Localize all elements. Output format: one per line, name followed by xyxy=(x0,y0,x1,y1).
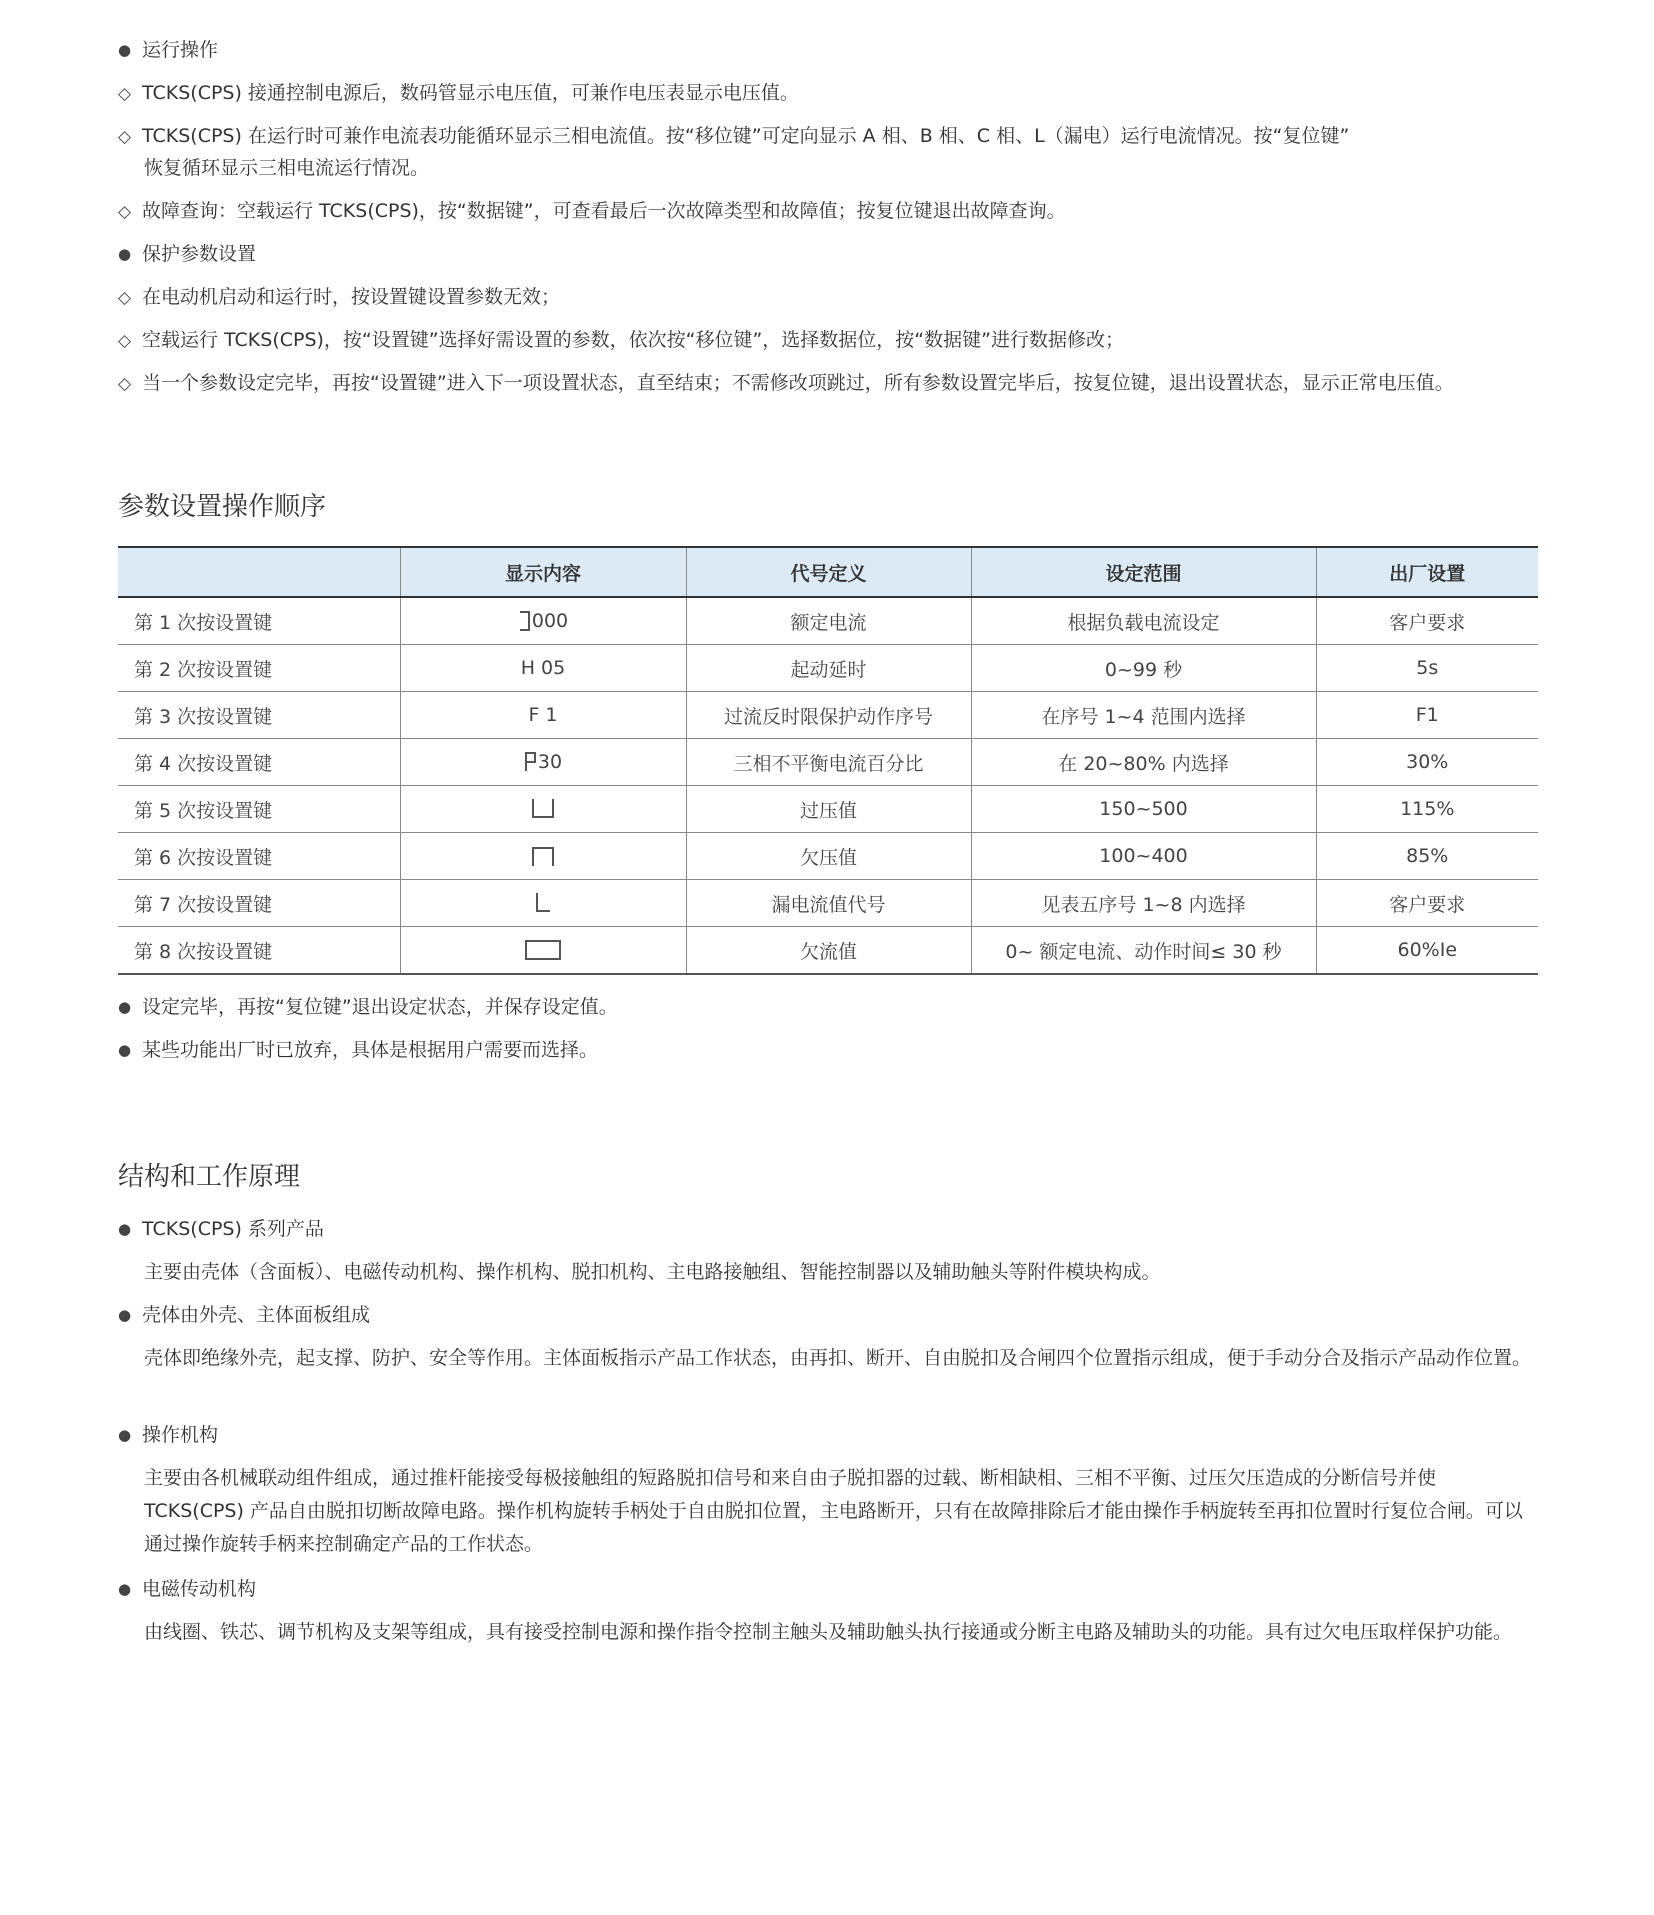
n-segment-symbol-icon xyxy=(529,844,557,868)
cell-range: 在 20~80% 内选择 xyxy=(971,739,1316,786)
ops-item-3: ◇ 故障查询：空载运行 TCKS(CPS)，按“数据键”，可查看最后一次故障类型和故障值；按复位键退出故障查询。 xyxy=(118,200,1066,222)
table-row xyxy=(118,692,1538,739)
table-header-row xyxy=(118,547,1538,597)
bullet-dot-icon: ● xyxy=(118,1580,132,1598)
structure-section-title: 结构和工作原理 xyxy=(118,1162,301,1192)
col-header-factory: 出厂设置 xyxy=(1316,547,1538,597)
cell-definition: 过流反时限保护动作序号 xyxy=(686,692,971,739)
cell-range: 0~ 额定电流、动作时间≤ 30 秒 xyxy=(971,927,1316,975)
table-row xyxy=(118,597,1538,645)
cell-display: H 05 xyxy=(400,645,686,692)
col-header-range: 设定范围 xyxy=(971,547,1316,597)
cell-factory: 115% xyxy=(1316,786,1538,833)
structure-para-1: 主要由壳体（含面板）、电磁传动机构、操作机构、脱扣机构、主电路接触组、智能控制器以及辅助触头等附件模块构成。 xyxy=(144,1261,1161,1283)
cell-step: 第 4 次按设置键 xyxy=(118,739,400,786)
cell-definition: 三相不平衡电流百分比 xyxy=(686,739,971,786)
cell-step: 第 2 次按设置键 xyxy=(118,645,400,692)
bullet-dot-icon: ● xyxy=(118,998,132,1016)
cell-display: 000 xyxy=(400,597,686,645)
cell-factory: 客户要求 xyxy=(1316,880,1538,927)
structure-para-4: 由线圈、铁芯、调节机构及支架等组成，具有接受控制电源和操作指令控制主触头及辅助触头执行接通或分断主电路及辅助头的功能。具有过欠电压取样保护功能。 xyxy=(144,1621,1513,1643)
cell-display xyxy=(400,786,686,833)
param-table xyxy=(118,546,1538,975)
ops-item-2: ◇ TCKS(CPS) 在运行时可兼作电流表功能循环显示三相电流值。按“移位键”可定向显示 A 相、B 相、C 相、L（漏电）运行电流情况。按“复位键” xyxy=(118,125,1350,147)
cell-display: F 1 xyxy=(400,692,686,739)
cell-step: 第 8 次按设置键 xyxy=(118,927,400,975)
ops-item-1: ◇ TCKS(CPS) 接通控制电源后，数码管显示电压值，可兼作电压表显示电压值。 xyxy=(118,82,799,104)
cell-step: 第 6 次按设置键 xyxy=(118,833,400,880)
diamond-bullet-icon: ◇ xyxy=(118,288,132,308)
box-segment-symbol-icon xyxy=(524,939,562,961)
bullet-dot-icon: ● xyxy=(118,1041,132,1059)
param-section-title: 参数设置操作顺序 xyxy=(118,492,327,522)
p-segment-symbol-icon xyxy=(524,751,538,773)
col-header-display: 显示内容 xyxy=(400,547,686,597)
cell-definition: 额定电流 xyxy=(686,597,971,645)
table-row xyxy=(118,786,1538,833)
cell-step: 第 5 次按设置键 xyxy=(118,786,400,833)
bullet-dot-icon: ● xyxy=(118,1220,132,1238)
cell-step: 第 3 次按设置键 xyxy=(118,692,400,739)
bullet-dot-icon: ● xyxy=(118,1426,132,1444)
structure-para-2: 壳体即绝缘外壳，起支撑、防护、安全等作用。主体面板指示产品工作状态，由再扣、断开、自由脱扣及合闸四个位置指示组成，便于手动分合及指示产品动作位置。 xyxy=(144,1347,1532,1369)
diamond-bullet-icon: ◇ xyxy=(118,331,132,351)
col-header-definition: 代号定义 xyxy=(686,547,971,597)
table-note-1: ● 设定完毕，再按“复位键”退出设定状态，并保存设定值。 xyxy=(118,996,618,1018)
cell-range: 见表五序号 1~8 内选择 xyxy=(971,880,1316,927)
cell-step: 第 7 次按设置键 xyxy=(118,880,400,927)
table-row xyxy=(118,927,1538,975)
ops-item-6: ◇ 当一个参数设定完毕，再按“设置键”进入下一项设置状态，直至结束；不需修改项跳过，所有参数设置完毕后，按复位键，退出设置状态，显示正常电压值。 xyxy=(118,372,1454,394)
ops-heading-protect: ● 保护参数设置 xyxy=(118,243,257,265)
table-row xyxy=(118,880,1538,927)
structure-bullet-3: ● 操作机构 xyxy=(118,1424,219,1446)
ops-heading-run: ● 运行操作 xyxy=(118,39,219,61)
diamond-bullet-icon: ◇ xyxy=(118,374,132,394)
structure-bullet-4: ● 电磁传动机构 xyxy=(118,1578,257,1600)
u-segment-symbol-icon xyxy=(529,797,557,821)
bullet-dot-icon: ● xyxy=(118,245,132,263)
cell-display: 30 xyxy=(400,739,686,786)
cell-range: 0~99 秒 xyxy=(971,645,1316,692)
cell-range: 根据负载电流设定 xyxy=(971,597,1316,645)
ops-item-5: ◇ 空载运行 TCKS(CPS)，按“设置键”选择好需设置的参数，依次按“移位键”，选择数据位，按“数据键”进行数据修改； xyxy=(118,329,1124,351)
diamond-bullet-icon: ◇ xyxy=(118,127,132,147)
ops-item-4: ◇ 在电动机启动和运行时，按设置键设置参数无效； xyxy=(118,286,561,308)
cell-display xyxy=(400,927,686,975)
cell-factory: 5s xyxy=(1316,645,1538,692)
cell-definition: 漏电流值代号 xyxy=(686,880,971,927)
cell-factory: 客户要求 xyxy=(1316,597,1538,645)
table-row xyxy=(118,645,1538,692)
table-row xyxy=(118,833,1538,880)
cell-definition: 起动延时 xyxy=(686,645,971,692)
table-row xyxy=(118,739,1538,786)
cell-factory: 60%Ie xyxy=(1316,927,1538,975)
cell-definition: 过压值 xyxy=(686,786,971,833)
cell-definition: 欠流值 xyxy=(686,927,971,975)
cell-display xyxy=(400,833,686,880)
cell-range: 100~400 xyxy=(971,833,1316,880)
bullet-dot-icon: ● xyxy=(118,1306,132,1324)
cell-factory: F1 xyxy=(1316,692,1538,739)
cell-definition: 欠压值 xyxy=(686,833,971,880)
ops-item-2-cont: 恢复循环显示三相电流运行情况。 xyxy=(144,157,430,179)
bracket-zero-symbol-icon xyxy=(518,610,532,632)
structure-bullet-2: ● 壳体由外壳、主体面板组成 xyxy=(118,1304,371,1326)
cell-display xyxy=(400,880,686,927)
col-header-step xyxy=(118,547,400,597)
structure-bullet-1: ● TCKS(CPS) 系列产品 xyxy=(118,1218,324,1240)
cell-step: 第 1 次按设置键 xyxy=(118,597,400,645)
cell-range: 在序号 1~4 范围内选择 xyxy=(971,692,1316,739)
cell-factory: 85% xyxy=(1316,833,1538,880)
cell-factory: 30% xyxy=(1316,739,1538,786)
cell-range: 150~500 xyxy=(971,786,1316,833)
bullet-dot-icon: ● xyxy=(118,41,132,59)
diamond-bullet-icon: ◇ xyxy=(118,84,132,104)
structure-para-3: 主要由各机械联动组件组成，通过推杆能接受每极接触组的短路脱扣信号和来自由子脱扣器的过载、断相缺相、三相不平衡、过压欠压造成的分断信号并使 TCKS(CPS) 产品自由脱扣切断故障电路。操作机构旋转手柄处于自由脱扣位置，主电路断开，只有在故障排除后才能由操作手柄旋转至再扣位置时行复位合闸。可以通过操作旋转手柄来控制确定产品的工作状态。 xyxy=(144,1467,1523,1555)
table-note-2: ● 某些功能出厂时已放弃，具体是根据用户需要而选择。 xyxy=(118,1039,599,1061)
diamond-bullet-icon: ◇ xyxy=(118,202,132,222)
l-segment-symbol-icon xyxy=(533,891,553,915)
